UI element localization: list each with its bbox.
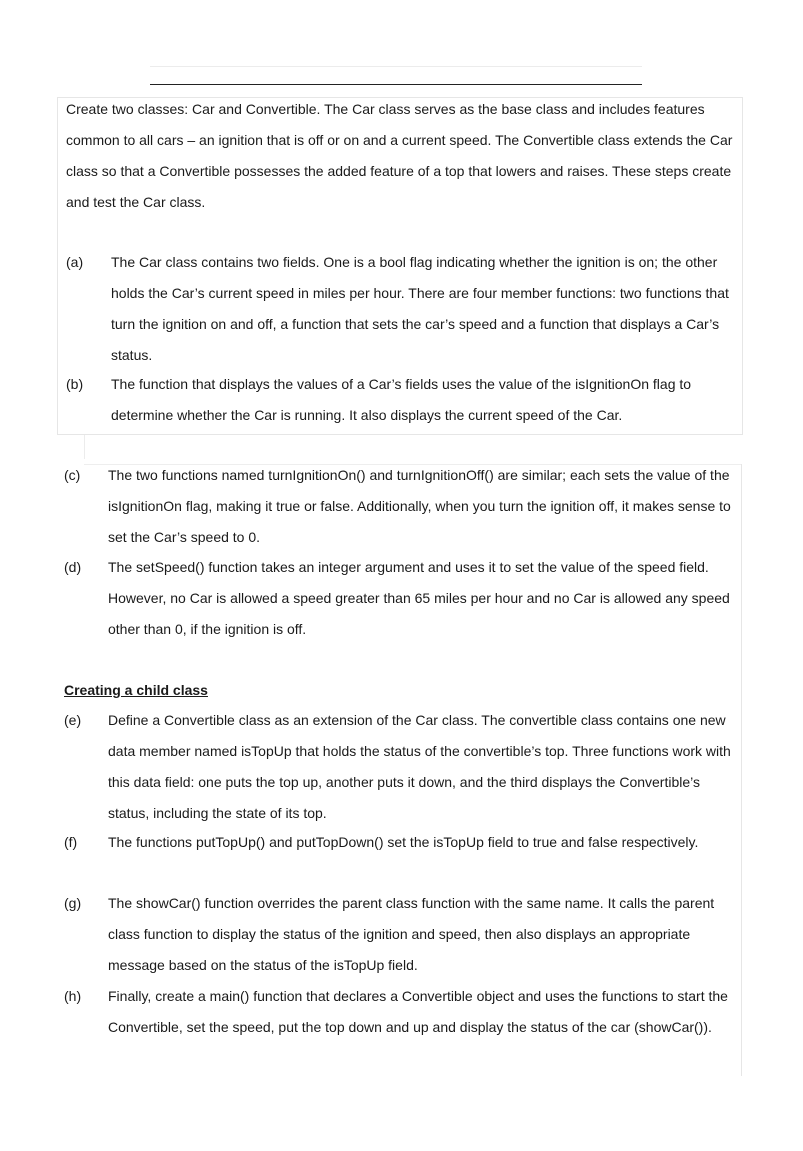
header-rule: [150, 84, 642, 85]
list-item-text: The showCar() function overrides the parent class function with the same name. It calls the parent class function to display the status of the ignition and speed, then also displays an appropriate message based on the status of the isTopUp field.: [108, 895, 715, 973]
list-item-text: The function that displays the values of a Car’s fields uses the value of the isIgnitionOn flag to determine whether the Car is running. It also displays the current speed of the Car.: [111, 376, 692, 423]
list-item-text: The functions putTopUp() and putTopDown() set the isTopUp field to true and false respectively.: [108, 834, 699, 850]
frame-connector: [84, 435, 85, 459]
list-item-tag: (g): [64, 895, 82, 911]
intro-paragraph: Create two classes: Car and Convertible. The Car class serves as the base class and includes features common to all cars – an ignition that is off or on and a current speed. The Convertible class extends the Car class so that a Convertible possesses the added feature of a top that lowers and raises. These steps create and test the Car class.: [66, 101, 733, 210]
list-item-tag: (h): [64, 988, 82, 1004]
text-frame-2-edge: [741, 464, 742, 1076]
list-item-tag: (f): [64, 834, 78, 850]
list-item-tag: (c): [64, 467, 81, 483]
list-item-tag: (d): [64, 559, 82, 575]
list-item-tag: (a): [66, 254, 84, 270]
list-item-text: The Car class contains two fields. One is a bool flag indicating whether the ignition is on; the other holds the Car’s current speed in miles per hour. There are four member functions: two functions that turn the ignition on and off, a function that sets the car’s speed and a function that displays a Car’s status.: [111, 254, 729, 363]
list-item-text: The two functions named turnIgnitionOn() and turnIgnitionOff() are similar; each sets the value of the isIgnitionOn flag, making it true or false. Additionally, when you turn the ignition off, it makes sense to set the Car’s speed to 0.: [108, 467, 731, 545]
list-item-text: Finally, create a main() function that declares a Convertible object and uses the functions to start the Convertible, set the speed, put the top down and up and display the status of the car (showCar()).: [108, 988, 728, 1035]
list-item-tag: (e): [64, 712, 82, 728]
section-heading: Creating a child class: [64, 682, 208, 698]
faint-top-rule: [150, 66, 642, 67]
list-item-text: The setSpeed() function takes an integer argument and uses it to set the value of the speed field. However, no Car is allowed a speed greater than 65 miles per hour and no Car is allowed any speed other than 0, if the ignition is off.: [108, 559, 730, 637]
list-item-text: Define a Convertible class as an extension of the Car class. The convertible class contains one new data member named isTopUp that holds the status of the convertible’s top. Three functions work with this data field: one puts the top up, another puts it down, and the third displays the Convertible’s status, including the state of its top.: [108, 712, 731, 821]
list-item-tag: (b): [66, 376, 84, 392]
